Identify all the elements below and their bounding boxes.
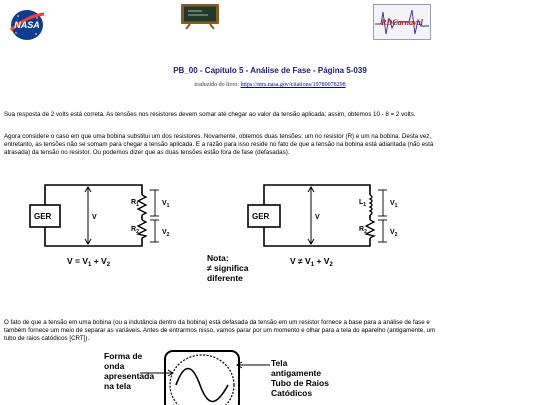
page-title: PB_00 - Capítulo 5 - Análise de Fase - Página 5-039 xyxy=(173,66,367,75)
nota-line-3: diferente xyxy=(207,273,243,283)
left-v2-label: $V_2$ xyxy=(162,229,170,238)
right-l1-label: $L_1$ xyxy=(359,199,367,208)
right-v1-label: $V_1$ xyxy=(390,200,398,209)
nasa-logo-text: NASA xyxy=(14,20,40,30)
crt-waveform-label: Forma de onda apresentada na tela xyxy=(104,351,155,391)
paragraph-answer: Sua resposta de 2 volts está correta. As tensões nos resistores devem somar até chegar ao valor da tensão aplicada; assim, obtemos 10 - 8 = 2 volts. xyxy=(4,111,416,118)
crt-frame xyxy=(165,351,239,405)
left-r2-label: $R_2$ xyxy=(131,226,139,235)
right-equation: $V \ne V_1 + V_2$ xyxy=(290,256,333,268)
crt-sine-wave xyxy=(176,369,228,402)
circuit-diagrams xyxy=(0,168,540,318)
rdc-logo-text: RDCarnaval xyxy=(381,18,423,27)
nota-line-2: ≠ significa xyxy=(207,263,249,273)
right-v2-label: $V_2$ xyxy=(390,229,398,238)
left-v-label: V xyxy=(92,214,97,221)
right-r2-label: $R_2$ xyxy=(359,226,367,235)
blackboard-icon xyxy=(178,3,222,29)
right-generator-label: GER xyxy=(252,212,270,221)
left-resistor-r2 xyxy=(138,220,146,238)
source-prefix: traduzido do livro: xyxy=(194,82,241,88)
left-generator-label: GER xyxy=(34,212,52,221)
right-v-label: V xyxy=(315,214,320,221)
nasa-logo xyxy=(8,8,46,42)
source-line xyxy=(0,82,540,88)
left-v1-label: $V_1$ xyxy=(162,200,170,209)
crt-screen-label: Tela antigamente Tubo de Raios Catódicos xyxy=(271,358,329,398)
right-coil-l1 xyxy=(370,195,372,215)
left-resistor-r1 xyxy=(138,195,146,215)
paragraph-phase-analysis: O fato de que a tensão em uma bobina (ou a indutância dentro da bobina) está defasada da tensão em um resistor fornece a base para a análise de fase e também fornece um meio de separar as variáveis. Antes de entrarmos nisso, vamos parar por um momento e olhar para a tela do aparelho (antigamente, um tubo de raios catódicos [CRT]). xyxy=(4,319,436,342)
paragraph-coil: Agora considere o caso em que uma bobina substitui um dos resistores. Novamente, obtemos duas tensões; um no resistor (R) e um na bobina. Desta vez, entretanto, as tensões não se somam para chegar a tensão aplicada. E a razão para isso reside no fato de que a tensão na bobina está adiantada (não está atrasada) da tensão no resistor. Ou podemos dizer que as duas tensões estão fora de fase (defasadas). xyxy=(4,133,434,156)
crt-illustration xyxy=(140,345,270,405)
rdcarnaval-logo xyxy=(373,4,431,40)
right-resistor-r2 xyxy=(366,220,374,238)
nota-heading: Nota: xyxy=(207,253,229,263)
left-equation: $V = V_1 + V_2$ xyxy=(67,256,111,268)
crt-screen-circle xyxy=(170,355,234,405)
left-r1-label: $R_1$ xyxy=(131,199,139,208)
source-link[interactable]: https://ntrs.nasa.gov/citations/19780078298 xyxy=(240,82,346,88)
